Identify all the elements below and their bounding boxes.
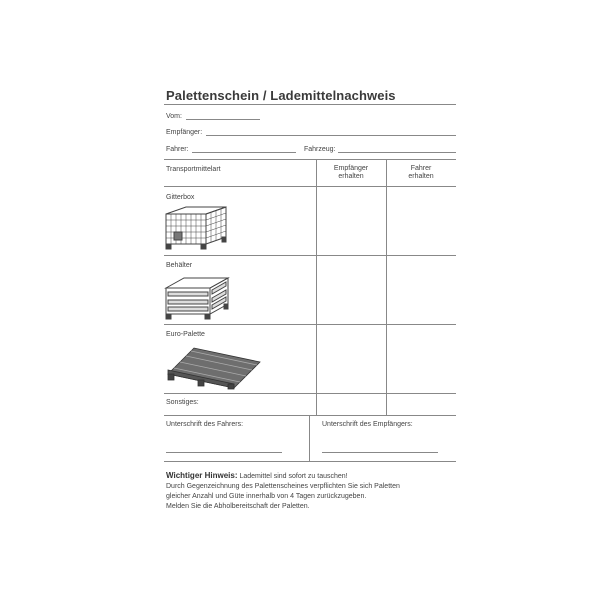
row-rule-3	[164, 393, 456, 394]
col-rule-1	[316, 159, 317, 415]
empfaenger-label: Empfänger:	[166, 129, 203, 136]
signature-driver-label: Unterschrift des Fahrers:	[166, 421, 244, 428]
signature-receiver-field[interactable]	[322, 452, 438, 453]
signature-driver-field[interactable]	[166, 452, 282, 453]
note-line-2: Durch Gegenzeichnung des Palettenscheines verpflichten Sie sich Paletten	[166, 483, 400, 490]
row-rule-4	[164, 415, 456, 416]
gitterbox-icon	[164, 204, 230, 252]
row-rule-2	[164, 324, 456, 325]
note-line-3: gleicher Anzahl und Güte innerhalb von 4 Tagen zurückzugeben.	[166, 493, 367, 500]
note-line-4: Melden Sie die Abholbereitschaft der Paletten.	[166, 503, 310, 510]
note-line-1: Lademittel sind sofort zu tauschen!	[239, 473, 348, 480]
header-driver: Fahrer erhalten	[408, 165, 434, 180]
important-note	[166, 471, 466, 512]
fahrzeug-field[interactable]	[338, 152, 456, 153]
fahrer-label: Fahrer:	[166, 146, 189, 153]
col-rule-2	[386, 159, 387, 415]
signature-divider	[309, 415, 310, 461]
row-label-sonstiges: Sonstiges:	[166, 399, 199, 406]
row-rule-1	[164, 255, 456, 256]
vom-label: Vom:	[166, 113, 182, 120]
signature-bottom-rule	[164, 461, 456, 462]
fahrzeug-label: Fahrzeug:	[304, 146, 336, 153]
row-label-euro-palette: Euro-Palette	[166, 331, 205, 338]
row-label-behaelter: Behälter	[166, 262, 193, 269]
note-heading: Wichtiger Hinweis:	[166, 471, 238, 480]
vom-field[interactable]	[186, 119, 260, 120]
table-header-rule	[164, 186, 456, 187]
behaelter-icon	[164, 274, 232, 320]
empfaenger-field[interactable]	[206, 135, 456, 136]
header-type: Transportmittelart	[166, 166, 221, 173]
table-top-rule	[164, 159, 456, 160]
fahrer-field[interactable]	[192, 152, 296, 153]
page-title: Palettenschein / Lademittelnachweis	[166, 88, 396, 103]
row-label-gitterbox: Gitterbox	[166, 194, 195, 201]
title-rule	[164, 104, 456, 105]
euro-palette-icon	[164, 344, 262, 390]
header-receiver: Empfänger erhalten	[333, 165, 369, 180]
signature-receiver-label: Unterschrift des Empfängers:	[322, 421, 413, 428]
